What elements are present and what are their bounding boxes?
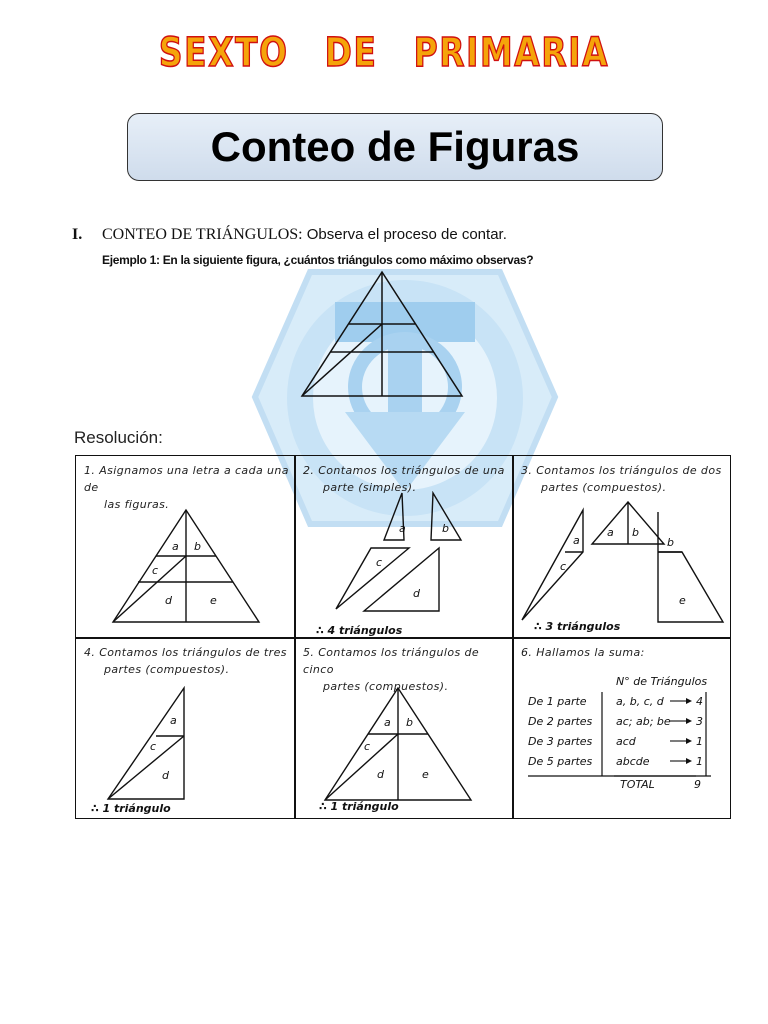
arrow-head-icon — [686, 718, 692, 724]
total-value: 9 — [694, 778, 701, 791]
svg-text:c: c — [376, 556, 383, 569]
cell-5-figure — [323, 686, 473, 802]
label-e: e — [210, 594, 217, 607]
label-c: c — [152, 564, 159, 577]
svg-text:b: b — [442, 522, 449, 535]
cell-5-count: ∴ 1 triángulo — [319, 800, 399, 813]
example-question: Ejemplo 1: En la siguiente figura, ¿cuántos triángulos como máximo observas? — [102, 253, 534, 267]
arrow-head-icon — [686, 698, 692, 704]
cell-3-title: 3. Contamos los triángulos de dos partes (compuestos). — [521, 464, 722, 494]
topic-banner — [127, 113, 663, 181]
svg-text:c: c — [150, 740, 157, 753]
arrow-head-icon — [686, 758, 692, 764]
label-d: d — [165, 594, 172, 607]
cell-6-title: 6. Hallamos la suma: — [521, 646, 645, 659]
cell-5-title: 5. Contamos los triángulos de cinco partes (compuestos). — [303, 646, 480, 693]
svg-text:a: a — [399, 522, 406, 535]
sum-table — [516, 692, 726, 792]
sum-row-letters: abcde — [616, 755, 650, 768]
svg-text:d: d — [377, 768, 384, 781]
svg-text:c: c — [364, 740, 371, 753]
svg-text:a: a — [607, 526, 614, 539]
resolution-label: Resolución: — [74, 428, 163, 447]
sum-row-letters: acd — [616, 735, 636, 748]
svg-text:b: b — [632, 526, 639, 539]
sum-row-count: 3 — [696, 715, 703, 728]
label-b: b — [194, 540, 201, 553]
cell-4-count: ∴ 1 triángulo — [91, 802, 171, 815]
cell-4-figure — [106, 686, 196, 801]
sum-row-parts: De 5 partes — [528, 755, 593, 768]
section-description: Observa el proceso de contar. — [302, 226, 507, 243]
section-title: CONTEO DE TRIÁNGULOS: — [102, 226, 303, 243]
svg-text:a: a — [573, 534, 580, 547]
svg-text:d: d — [413, 587, 420, 600]
svg-text:b: b — [406, 716, 413, 729]
svg-text:a: a — [384, 716, 391, 729]
resolution-grid — [75, 455, 731, 819]
svg-text:b: b — [667, 536, 674, 549]
section-number: I. — [72, 226, 83, 243]
cell-2-title: 2. Contamos los triángulos de una parte (simples). — [303, 464, 505, 494]
sum-row-count: 1 — [696, 735, 703, 748]
svg-text:e: e — [422, 768, 429, 781]
total-label: TOTAL — [620, 778, 655, 791]
section-heading — [72, 226, 507, 244]
cell-3-count: ∴ 3 triángulos — [534, 620, 621, 633]
svg-text:a: a — [170, 714, 177, 727]
grid-divider — [76, 637, 730, 639]
svg-text:d: d — [162, 769, 169, 782]
grade-title: SEXTO DE PRIMARIA — [158, 30, 610, 76]
main-triangle-figure — [300, 270, 464, 398]
cell-2-figure — [331, 491, 471, 616]
sum-table-header: N° de Triángulos — [616, 675, 708, 688]
sum-row-count: 4 — [696, 695, 703, 708]
label-a: a — [172, 540, 179, 553]
svg-text:c: c — [560, 560, 567, 573]
banner-title: Conteo de Figuras — [210, 123, 580, 170]
sum-row-parts: De 1 parte — [528, 695, 587, 708]
cell-1-figure — [111, 508, 261, 624]
sum-row-letters: a, b, c, d — [616, 695, 664, 708]
svg-text:e: e — [679, 594, 686, 607]
cell-1-title: 1. Asignamos una letra a cada una de las figuras. — [84, 464, 289, 511]
sum-row-count: 1 — [696, 755, 703, 768]
sum-row-parts: De 3 partes — [528, 735, 593, 748]
cell-4-title: 4. Contamos los triángulos de tres partes (compuestos). — [84, 646, 287, 676]
sum-row-letters: ac; ab; be — [616, 715, 671, 728]
sum-row-parts: De 2 partes — [528, 715, 593, 728]
cell-3-figure — [520, 494, 725, 624]
arrow-head-icon — [686, 738, 692, 744]
cell-2-count: ∴ 4 triángulos — [316, 624, 403, 637]
